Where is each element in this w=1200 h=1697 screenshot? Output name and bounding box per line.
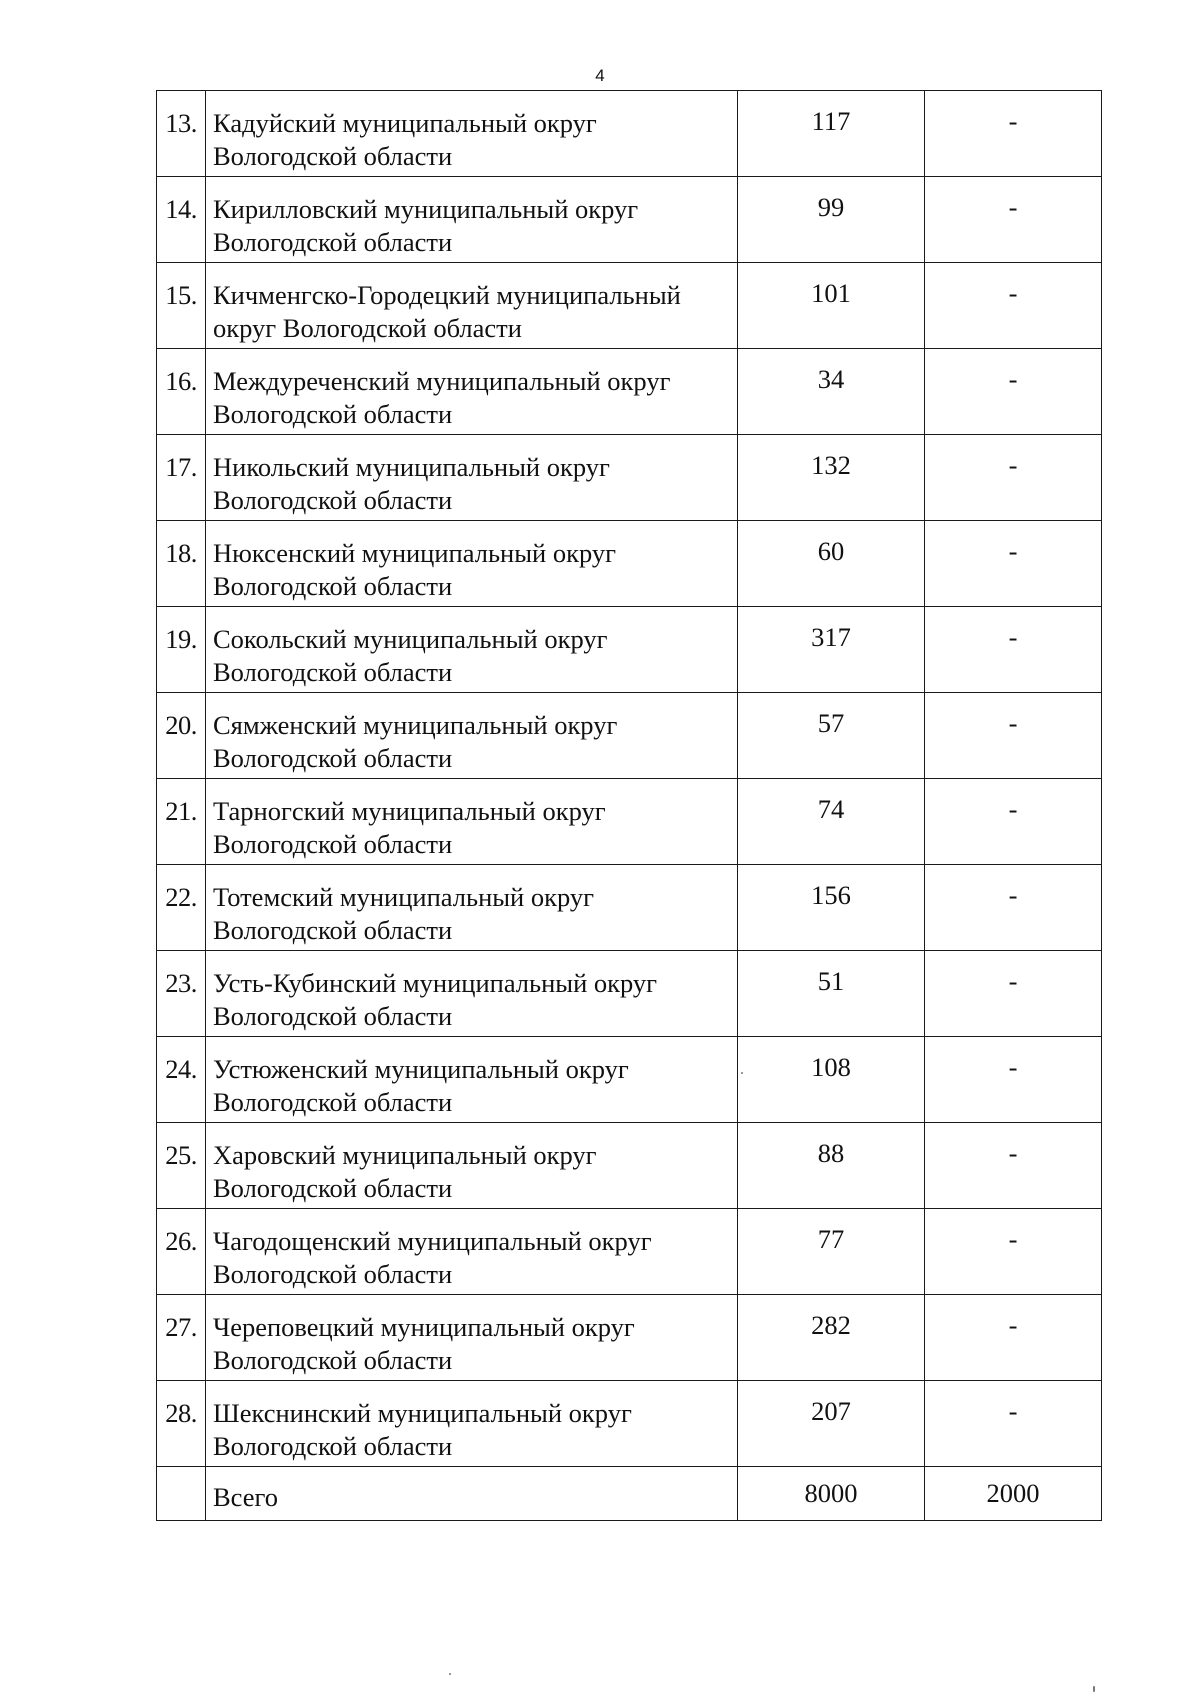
municipality-name: Чагодощенский муниципальный округ Вологодской области [206,1209,738,1295]
allocation-table-body [157,91,1102,1521]
additional-value: - [925,1295,1102,1381]
total-label: Всего [206,1467,738,1521]
municipality-name: Сокольский муниципальный округ Вологодской области [206,607,738,693]
row-number: 22. [157,865,206,951]
allocation-table [156,90,1102,1521]
additional-value: - [925,607,1102,693]
row-number: 28. [157,1381,206,1467]
municipality-name: Тотемский муниципальный округ Вологодской области [206,865,738,951]
table-row [157,1037,1102,1123]
allocation-value: 207 [738,1381,925,1467]
row-number: 21. [157,779,206,865]
table-row [157,951,1102,1037]
municipality-name: Никольский муниципальный округ Вологодской области [206,435,738,521]
additional-value: - [925,693,1102,779]
allocation-value: 60 [738,521,925,607]
allocation-value: 51 [738,951,925,1037]
additional-value: - [925,521,1102,607]
additional-value: - [925,1037,1102,1123]
total-row [157,1467,1102,1521]
allocation-value: 88 [738,1123,925,1209]
allocation-value: 108 [738,1037,925,1123]
total-number [157,1467,206,1521]
scan-speck [449,1673,451,1675]
additional-value: - [925,91,1102,177]
municipality-name: Усть-Кубинский муниципальный округ Вологодской области [206,951,738,1037]
municipality-name: Нюксенский муниципальный округ Вологодской области [206,521,738,607]
table-row [157,1209,1102,1295]
additional-value: - [925,263,1102,349]
allocation-value: 156 [738,865,925,951]
row-number: 13. [157,91,206,177]
municipality-name: Междуреченский муниципальный округ Вологодской области [206,349,738,435]
page-number: 4 [595,66,605,85]
municipality-name: Череповецкий муниципальный округ Вологодской области [206,1295,738,1381]
table-row [157,779,1102,865]
row-number: 17. [157,435,206,521]
municipality-name: Кирилловский муниципальный округ Вологодской области [206,177,738,263]
row-number: 27. [157,1295,206,1381]
total-value: 8000 [738,1467,925,1521]
table-row [157,1295,1102,1381]
table-row [157,607,1102,693]
allocation-value: 132 [738,435,925,521]
additional-value: - [925,349,1102,435]
table-row [157,263,1102,349]
row-number: 23. [157,951,206,1037]
row-number: 26. [157,1209,206,1295]
allocation-value: 282 [738,1295,925,1381]
additional-value: - [925,865,1102,951]
additional-value: - [925,435,1102,521]
table-row [157,521,1102,607]
scan-speck [1093,1686,1095,1692]
allocation-value: 74 [738,779,925,865]
table-row [157,435,1102,521]
additional-value: - [925,177,1102,263]
additional-value: - [925,1381,1102,1467]
additional-value: - [925,1123,1102,1209]
allocation-value: 77 [738,1209,925,1295]
allocation-value: 34 [738,349,925,435]
allocation-value: 57 [738,693,925,779]
allocation-value: 117 [738,91,925,177]
table-row [157,349,1102,435]
allocation-value: 101 [738,263,925,349]
total-extra-value: 2000 [925,1467,1102,1521]
row-number: 25. [157,1123,206,1209]
row-number: 14. [157,177,206,263]
allocation-value: 317 [738,607,925,693]
additional-value: - [925,1209,1102,1295]
table-row [157,865,1102,951]
table-row [157,177,1102,263]
municipality-name: Сямженский муниципальный округ Вологодской области [206,693,738,779]
row-number: 18. [157,521,206,607]
municipality-name: Харовский муниципальный округ Вологодской области [206,1123,738,1209]
municipality-name: Тарногский муниципальный округ Вологодской области [206,779,738,865]
row-number: 20. [157,693,206,779]
row-number: 15. [157,263,206,349]
row-number: 16. [157,349,206,435]
municipality-name: Устюженский муниципальный округ Вологодской области [206,1037,738,1123]
additional-value: - [925,779,1102,865]
table-row [157,1381,1102,1467]
row-number: 19. [157,607,206,693]
table-row [157,1123,1102,1209]
additional-value: - [925,951,1102,1037]
table-row [157,91,1102,177]
municipality-name: Шекснинский муниципальный округ Вологодской области [206,1381,738,1467]
table-row [157,693,1102,779]
allocation-value: 99 [738,177,925,263]
municipality-name: Кичменгско-Городецкий муниципальный округ Вологодской области [206,263,738,349]
municipality-name: Кадуйский муниципальный округ Вологодской области [206,91,738,177]
row-number: 24. [157,1037,206,1123]
scan-speck [741,1072,743,1074]
